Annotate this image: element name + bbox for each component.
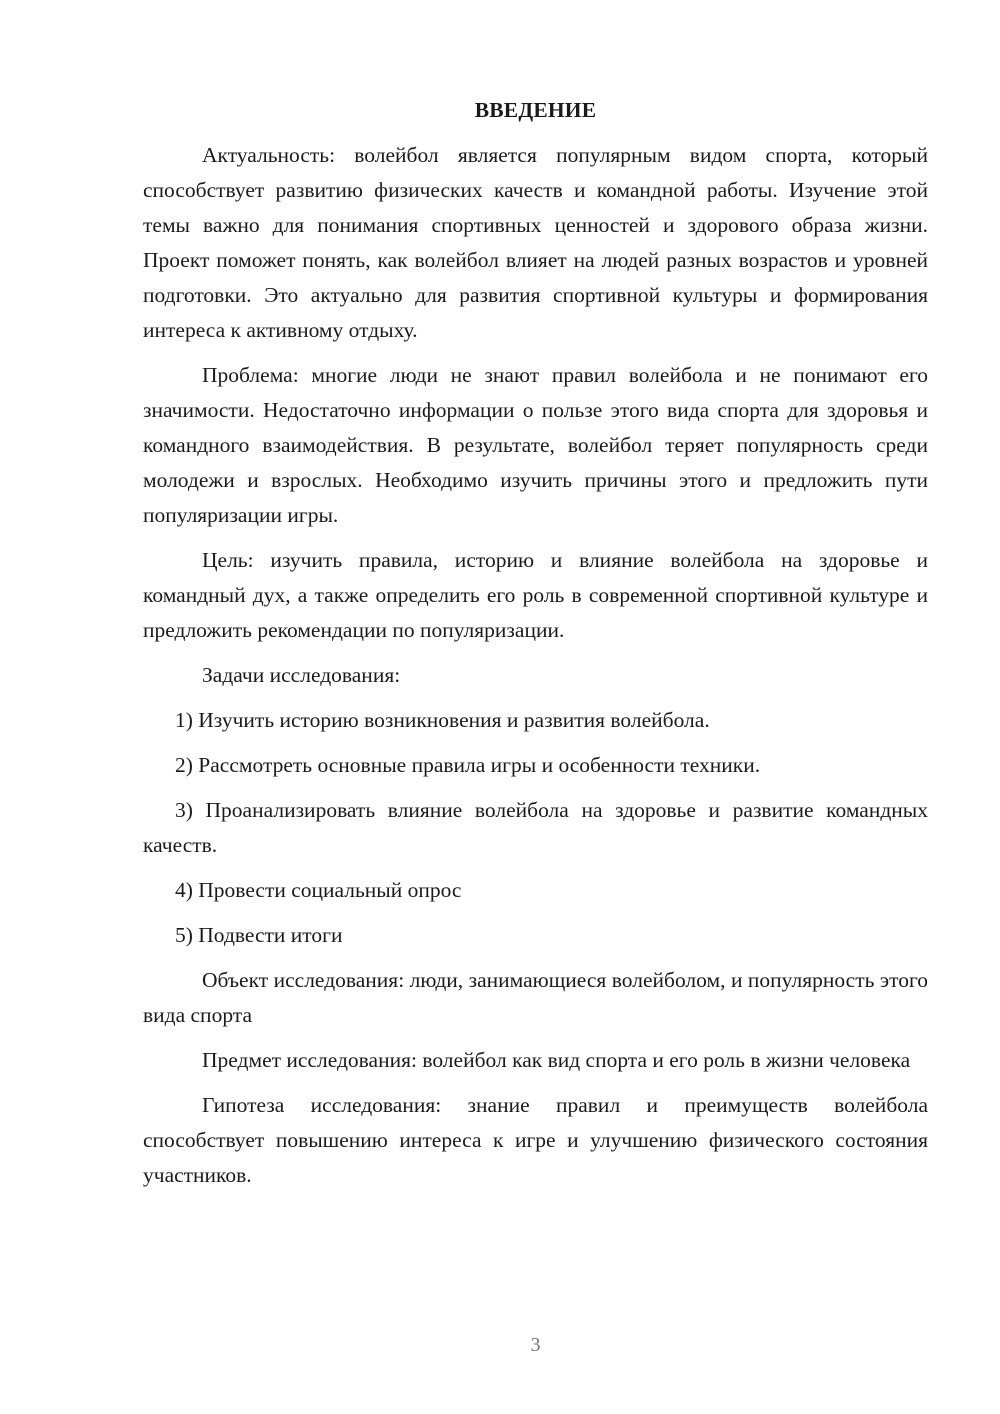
- tasks-heading: Задачи исследования:: [202, 663, 401, 687]
- goal-paragraph: Цель: изучить правила, историю и влияние волейбола на здоровье и командный дух, а также определить его роль в современной спортивной культуре и предложить рекомендации по популяризации.: [143, 548, 928, 642]
- task-item-5: 5) Подвести итоги: [175, 923, 343, 947]
- task-item-3: 3) Проанализировать влияние волейбола на здоровье и развитие командных качеств.: [143, 798, 928, 857]
- hypothesis-paragraph: Гипотеза исследования: знание правил и преимуществ волейбола способствует повышению интереса к игре и улучшению физического состояния участников.: [143, 1093, 928, 1187]
- object-paragraph: Объект исследования: люди, занимающиеся волейболом, и популярность этого вида спорта: [143, 968, 928, 1027]
- problem-paragraph: Проблема: многие люди не знают правил волейбола и не понимают его значимости. Недостаточно информации о пользе этого вида спорта для здоровья и командного взаимодействия. В результате, волейбол теряет популярность среди молодежи и взрослых. Необходимо изучить причины этого и предложить пути популяризации игры.: [143, 363, 928, 527]
- subject-paragraph: Предмет исследования: волейбол как вид спорта и его роль в жизни человека: [202, 1048, 911, 1072]
- task-item-1: 1) Изучить историю возникновения и развития волейбола.: [175, 708, 710, 732]
- page-content: [143, 93, 928, 1203]
- page-title: ВВЕДЕНИЕ: [474, 98, 597, 122]
- task-item-2: 2) Рассмотреть основные правила игры и особенности техники.: [175, 753, 761, 777]
- task-item-4: 4) Провести социальный опрос: [175, 878, 462, 902]
- relevance-paragraph: Актуальность: волейбол является популярным видом спорта, который способствует развитию физических качеств и командной работы. Изучение этой темы важно для понимания спортивных ценностей и здорового образа жизни. Проект поможет понять, как волейбол влияет на людей разных возрастов и уровней подготовки. Это актуально для развития спортивной культуры и формирования интереса к активному отдыху.: [143, 143, 928, 342]
- page-number: 3: [530, 1334, 541, 1356]
